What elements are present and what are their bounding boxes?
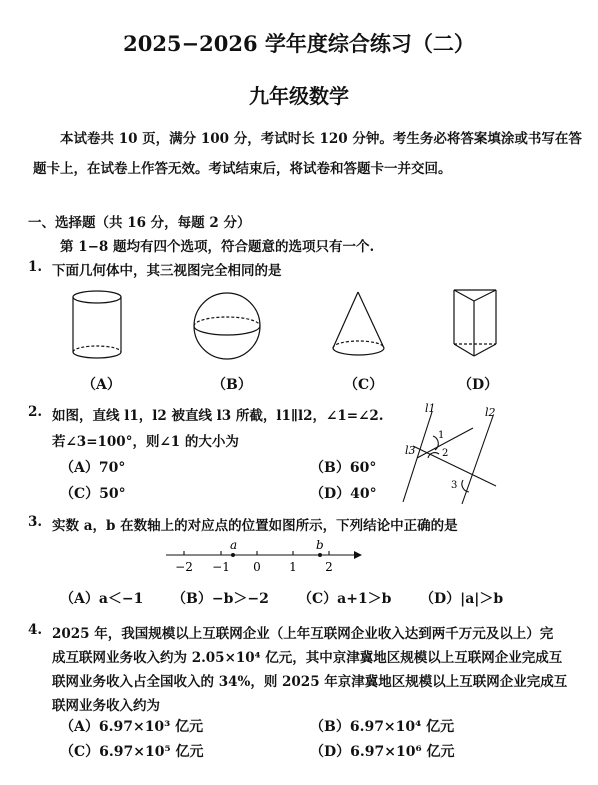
exam-subtitle: 九年级数学 <box>249 84 349 108</box>
label-l1: l1 <box>425 402 436 415</box>
label-angle-1: 1 <box>438 430 445 441</box>
q2-option-d[interactable]: （D）40° <box>310 486 377 502</box>
q3-number-line <box>160 537 370 579</box>
q2-line-2: 若∠3=100°，则∠1 的大小为 <box>52 434 239 450</box>
label-angle-2: 2 <box>442 448 449 459</box>
q2-number: 2. <box>28 404 43 420</box>
q4-option-d[interactable]: （D）6.97×10⁶ 亿元 <box>310 744 455 760</box>
instructions-line-1: 本试卷共 10 页，满分 100 分，考试时长 120 分钟。考生务必将答案填涂或书写在答 <box>60 131 582 147</box>
triangular-prism-icon <box>454 290 496 356</box>
q1-number: 1. <box>28 259 43 275</box>
instructions-line-2: 题卡上，在试卷上作答无效。考试结束后，将试卷和答题卡一并交回。 <box>33 161 452 177</box>
q4-option-a[interactable]: （A）6.97×10³ 亿元 <box>60 719 204 735</box>
q3-number: 3. <box>28 514 43 530</box>
q3-option-c[interactable]: （C）a+1＞b <box>298 591 392 607</box>
q4-line-1: 2025 年，我国规模以上互联网企业（上年互联网企业收入达到两千万元及以上）完 <box>52 626 554 642</box>
sphere-icon <box>194 293 260 359</box>
q1-option-b[interactable]: （B） <box>212 377 252 393</box>
axis-arrow-icon <box>354 551 362 559</box>
section-note: 第 1−8 题均有四个选项，符合题意的选项只有一个. <box>60 239 375 255</box>
q4-line-4: 联网业务收入约为 <box>52 698 160 714</box>
label-angle-3: 3 <box>451 480 458 491</box>
cone-icon <box>333 292 384 355</box>
q2-line-1: 如图，直线 l1，l2 被直线 l3 所截，l1∥l2，∠1=∠2. <box>52 408 384 424</box>
label-l2: l2 <box>485 406 496 419</box>
q4-number: 4. <box>28 622 43 638</box>
section-heading: 一、选择题（共 16 分，每题 2 分） <box>28 215 251 231</box>
q3-option-d[interactable]: （D）|a|＞b <box>420 591 504 607</box>
cylinder-icon <box>73 291 121 358</box>
line-l1 <box>403 412 432 502</box>
q1-figures <box>0 280 598 370</box>
q1-option-d[interactable]: （D） <box>458 377 499 393</box>
exam-title: 2025−2026 学年度综合练习（二） <box>123 31 475 56</box>
label-l3: l3 <box>405 444 416 457</box>
q4-line-3: 联网业务收入占全国收入的 34%，则 2025 年京津冀地区规模以上互联网企业完成互 <box>52 674 568 690</box>
q2-option-a[interactable]: （A）70° <box>60 460 126 476</box>
q1-option-a[interactable]: （A） <box>82 377 121 393</box>
point-a <box>231 553 235 557</box>
tick-label: 0 <box>253 560 261 574</box>
point-b <box>318 553 322 557</box>
label-b: b <box>316 538 324 552</box>
label-a: a <box>230 538 238 552</box>
q2-option-c[interactable]: （C）50° <box>60 486 126 502</box>
q3-option-a[interactable]: （A）a＜−1 <box>60 591 144 607</box>
q1-option-c[interactable]: （C） <box>344 377 384 393</box>
q4-option-c[interactable]: （C）6.97×10⁵ 亿元 <box>60 744 204 760</box>
tick-label: 1 <box>289 560 297 574</box>
q3-option-b[interactable]: （B）−b＞−2 <box>172 591 269 607</box>
q4-line-2: 成互联网业务收入约为 2.05×10⁴ 亿元，其中京津冀地区规模以上互联网企业完成互 <box>52 650 563 666</box>
q3-text: 实数 a，b 在数轴上的对应点的位置如图所示，下列结论中正确的是 <box>52 518 458 534</box>
line-l2 <box>462 416 493 504</box>
tick-label: −1 <box>212 560 230 574</box>
tick-label: 2 <box>325 560 333 574</box>
q2-figure <box>395 400 505 506</box>
q4-option-b[interactable]: （B）6.97×10⁴ 亿元 <box>310 719 455 735</box>
q2-option-b[interactable]: （B）60° <box>310 460 377 476</box>
q1-text: 下面几何体中，其三视图完全相同的是 <box>52 263 282 279</box>
tick-label: −2 <box>175 560 193 574</box>
